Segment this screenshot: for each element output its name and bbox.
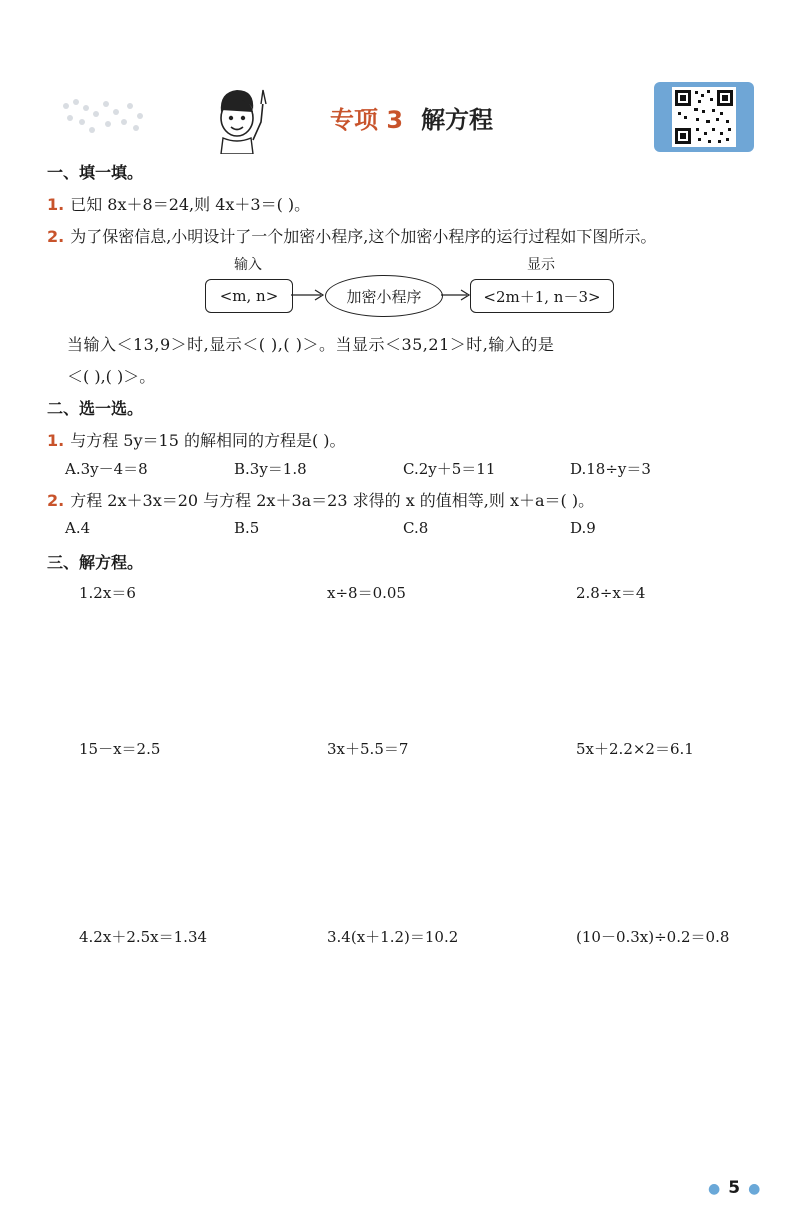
section-heading-solve: 三、解方程。 [47, 553, 144, 572]
question-1-2-line-2: ＜( ),( )＞。 [67, 367, 156, 386]
equation: 15－x＝2.5 [79, 740, 161, 758]
question-text: 方程 2x＋3x＝20 与方程 2x＋3a＝23 求得的 x 的值相等,则 x＋a＝( )。 [70, 491, 595, 510]
question-1-2 [47, 224, 656, 247]
arrow-right-icon [291, 285, 325, 305]
diagram-program-ellipse: 加密小程序 [325, 275, 443, 317]
option-a: A.3y－4＝8 [65, 460, 148, 478]
diagram-input-box: <m, n> [205, 279, 293, 313]
diagram-output-box: <2m＋1, n－3> [470, 279, 614, 313]
option-d: D.18÷y＝3 [570, 460, 651, 478]
question-text: 已知 8x＋8＝24,则 4x＋3＝( )。 [70, 195, 311, 214]
cartoon-boy-icon [203, 82, 275, 154]
title-text: 解方程 [421, 106, 494, 134]
page-number [700, 1178, 768, 1198]
qr-code-icon[interactable] [654, 82, 754, 152]
page-title [330, 100, 493, 135]
diagram-output-label: 显示 [527, 257, 555, 273]
decorative-dots-icon [60, 96, 150, 136]
option-c: C.8 [403, 519, 429, 537]
equation: 4.2x＋2.5x＝1.34 [79, 928, 208, 946]
question-2-2 [47, 488, 594, 511]
title-number: 专项 3 [330, 106, 404, 134]
diagram-input-label: 输入 [234, 257, 262, 273]
dot-icon: ● [708, 1181, 721, 1197]
question-2-1 [47, 428, 346, 451]
equation: (10－0.3x)÷0.2＝0.8 [576, 928, 730, 946]
option-a: A.4 [65, 519, 91, 537]
equation: 3x＋5.5＝7 [327, 740, 409, 758]
equation: 3.4(x＋1.2)＝10.2 [327, 928, 459, 946]
question-number: 2. [47, 491, 65, 510]
question-number: 2. [47, 227, 65, 246]
equation: 1.2x＝6 [79, 584, 136, 602]
arrow-right-icon [441, 285, 470, 305]
option-d: D.9 [570, 519, 596, 537]
option-b: B.3y＝1.8 [234, 460, 307, 478]
question-text: 与方程 5y＝15 的解相同的方程是( )。 [70, 431, 346, 450]
section-heading-choose: 二、选一选。 [47, 399, 144, 418]
question-number: 1. [47, 195, 65, 214]
question-text: 为了保密信息,小明设计了一个加密小程序,这个加密小程序的运行过程如下图所示。 [70, 227, 657, 246]
question-1-2-line-1: 当输入＜13,9＞时,显示＜( ),( )＞。当显示＜35,21＞时,输入的是 [67, 335, 555, 354]
option-b: B.5 [234, 519, 260, 537]
option-c: C.2y＋5＝11 [403, 460, 496, 478]
question-number: 1. [47, 431, 65, 450]
section-heading-fill: 一、填一填。 [47, 163, 144, 182]
page-number-value: 5 [728, 1178, 741, 1198]
question-1-1 [47, 192, 310, 215]
dot-icon: ● [748, 1181, 761, 1197]
equation: 2.8÷x＝4 [576, 584, 646, 602]
equation: 5x＋2.2×2＝6.1 [576, 740, 694, 758]
equation: x÷8＝0.05 [327, 584, 406, 602]
